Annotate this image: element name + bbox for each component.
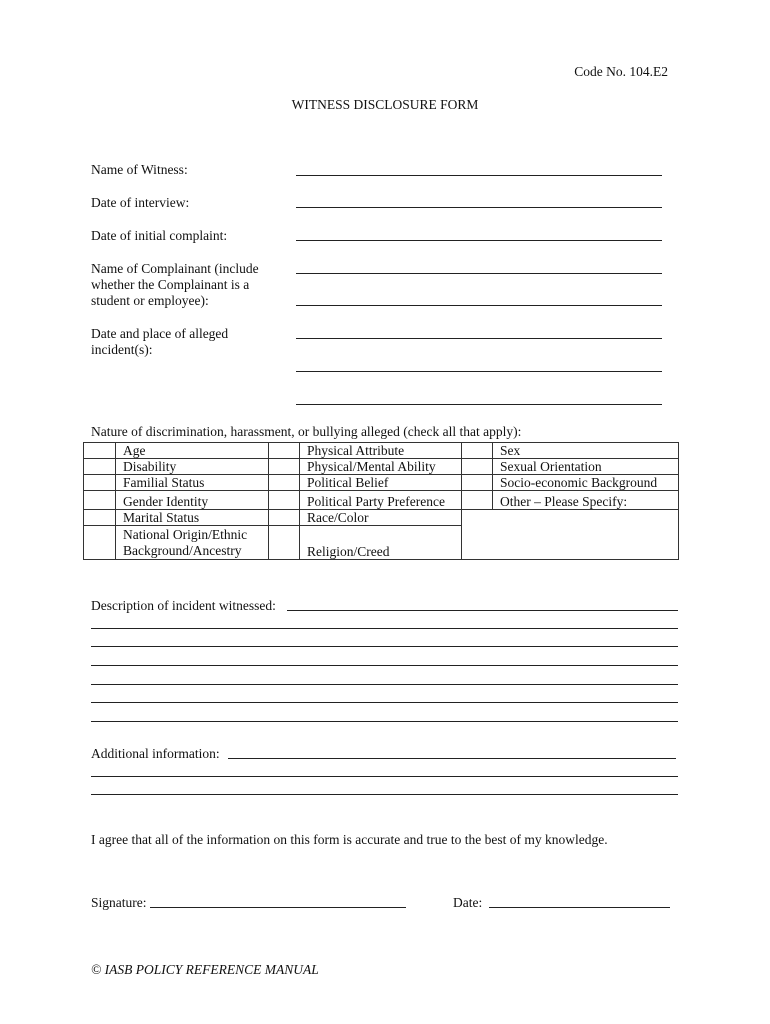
additional-info-field-line-1[interactable] (228, 758, 676, 759)
incident-label-line-1: Date and place of alleged (91, 326, 229, 341)
signature-label: Signature: (91, 895, 147, 910)
form-title: WITNESS DISCLOSURE FORM (291, 97, 479, 112)
checkbox-physical-attribute[interactable] (269, 443, 300, 459)
option-sexual-orientation: Sexual Orientation (493, 459, 679, 475)
date-of-initial-complaint-label: Date of initial complaint: (91, 228, 228, 243)
description-label: Description of incident witnessed: (91, 598, 276, 613)
description-field-line-7[interactable] (91, 721, 678, 722)
footer-copyright: © IASB POLICY REFERENCE MANUAL (91, 962, 319, 977)
option-physical-attribute: Physical Attribute (300, 443, 462, 459)
description-field-line-1[interactable] (287, 610, 678, 611)
option-race-color: Race/Color (300, 510, 462, 526)
nature-checklist-table (83, 442, 679, 560)
incident-field-line-3[interactable] (296, 404, 662, 405)
name-of-witness-label: Name of Witness: (91, 162, 188, 177)
complainant-label-line-2: whether the Complainant is a (91, 277, 250, 292)
option-political-belief: Political Belief (300, 475, 462, 491)
option-national-origin (116, 526, 269, 560)
option-religion-creed: Religion/Creed (300, 526, 462, 560)
checkbox-physical-mental-ability[interactable] (269, 459, 300, 475)
option-age: Age (116, 443, 269, 459)
date-field[interactable] (489, 907, 670, 908)
description-field-line-4[interactable] (91, 665, 678, 666)
date-of-interview-field[interactable] (296, 207, 662, 208)
checkbox-sex[interactable] (462, 443, 493, 459)
checkbox-socio-economic-background[interactable] (462, 475, 493, 491)
checkbox-disability[interactable] (84, 459, 116, 475)
checkbox-gender-identity[interactable] (84, 491, 116, 510)
option-familial-status: Familial Status (116, 475, 269, 491)
complainant-label-line-3: student or employee): (91, 293, 209, 308)
checkbox-race-color[interactable] (269, 510, 300, 526)
option-other-please-specify: Other – Please Specify: (493, 491, 679, 510)
incident-field-line-2[interactable] (296, 371, 662, 372)
option-national-origin-line-1: National Origin/Ethnic (123, 527, 248, 542)
checkbox-national-origin[interactable] (84, 526, 116, 560)
checkbox-familial-status[interactable] (84, 475, 116, 491)
option-physical-mental-ability: Physical/Mental Ability (300, 459, 462, 475)
date-label: Date: (453, 895, 483, 910)
other-specify-field[interactable] (462, 510, 679, 560)
complainant-label-line-1: Name of Complainant (include (91, 261, 259, 276)
description-field-line-3[interactable] (91, 646, 678, 647)
complainant-field-line-2[interactable] (296, 305, 662, 306)
additional-info-field-line-3[interactable] (91, 794, 678, 795)
option-sex: Sex (493, 443, 679, 459)
option-political-party-preference: Political Party Preference (300, 491, 462, 510)
additional-info-field-line-2[interactable] (91, 776, 678, 777)
description-field-line-2[interactable] (91, 628, 678, 629)
code-number: Code No. 104.E2 (574, 64, 668, 79)
option-national-origin-line-2: Background/Ancestry (123, 543, 242, 558)
description-field-line-6[interactable] (91, 702, 678, 703)
checkbox-marital-status[interactable] (84, 510, 116, 526)
signature-field[interactable] (150, 907, 406, 908)
description-field-line-5[interactable] (91, 684, 678, 685)
checkbox-political-belief[interactable] (269, 475, 300, 491)
option-disability: Disability (116, 459, 269, 475)
nature-heading: Nature of discrimination, harassment, or bullying alleged (check all that apply): (91, 424, 522, 439)
name-of-witness-field[interactable] (296, 175, 662, 176)
complainant-field-line-1[interactable] (296, 273, 662, 274)
incident-field-line-1[interactable] (296, 338, 662, 339)
additional-info-label: Additional information: (91, 746, 220, 761)
checkbox-sexual-orientation[interactable] (462, 459, 493, 475)
date-of-interview-label: Date of interview: (91, 195, 190, 210)
agreement-statement: I agree that all of the information on this form is accurate and true to the best of my knowledge. (91, 832, 608, 847)
checkbox-age[interactable] (84, 443, 116, 459)
checkbox-political-party-preference[interactable] (269, 491, 300, 510)
checkbox-religion-creed[interactable] (269, 526, 300, 560)
incident-label-line-2: incident(s): (91, 342, 153, 357)
option-marital-status: Marital Status (116, 510, 269, 526)
date-of-initial-complaint-field[interactable] (296, 240, 662, 241)
checkbox-other[interactable] (462, 491, 493, 510)
option-gender-identity: Gender Identity (116, 491, 269, 510)
option-socio-economic-background: Socio-economic Background (493, 475, 679, 491)
